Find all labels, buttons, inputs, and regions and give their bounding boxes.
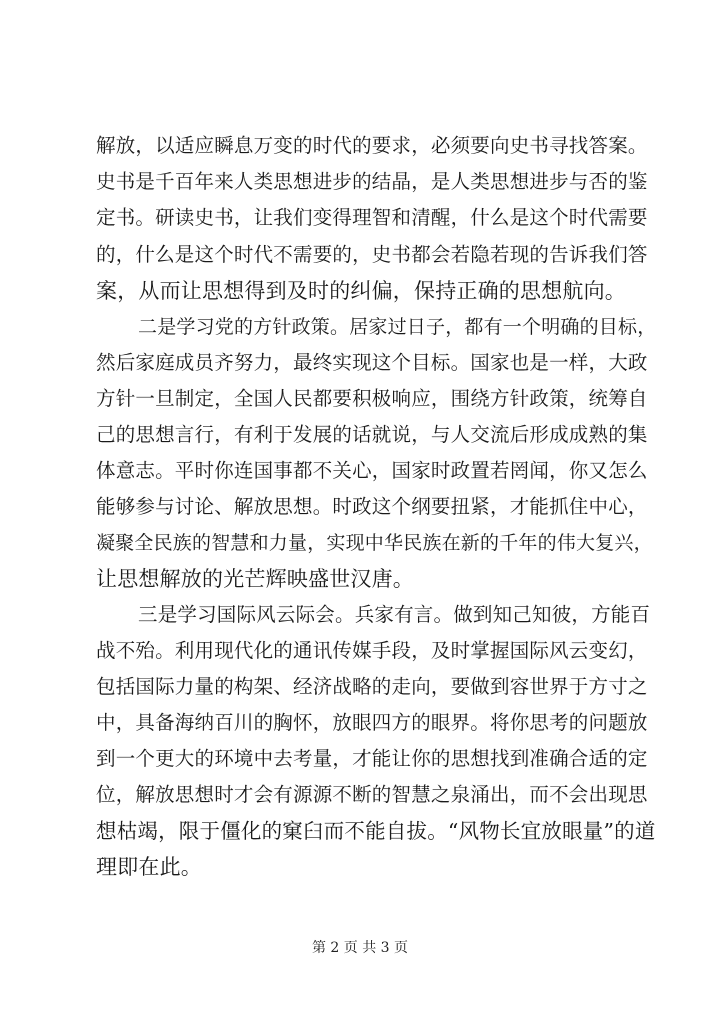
text-line: 到一个更大的环境中去考量，才能让你的思想找到准确合适的定 xyxy=(96,747,648,770)
text-line: 史书是千百年来人类思想进步的结晶，是人类思想进步与否的鉴 xyxy=(96,170,648,193)
text-line: 己的思想言行，有利于发展的话就说，与人交流后形成成熟的集 xyxy=(96,423,648,446)
text-line: 包括国际力量的构架、经济战略的走向，要做到容世界于方寸之 xyxy=(96,675,648,698)
text-line: 方针一旦制定，全国人民都要积极响应，围绕方针政策，统筹自 xyxy=(96,387,648,410)
text-line: 理即在此。 xyxy=(96,855,202,879)
text-line: 的，什么是这个时代不需要的，史书都会若隐若现的告诉我们答 xyxy=(96,243,648,266)
text-line: 战不殆。利用现代化的通讯传媒手段，及时掌握国际风云变幻， xyxy=(96,639,648,662)
text-line: 能够参与讨论、解放思想。时政这个纲要扭紧，才能抓住中心， xyxy=(96,495,648,518)
text-line: 位，解放思想时才会有源源不断的智慧之泉涌出，而不会出现思 xyxy=(96,783,648,806)
text-line: 让思想解放的光芒辉映盛世汉唐。 xyxy=(96,567,414,591)
text-line: 凝聚全民族的智慧和力量，实现中华民族在新的千年的伟大复兴， xyxy=(96,532,653,554)
text-line: 定书。研读史书，让我们变得理智和清醒，什么是这个时代需要 xyxy=(96,206,648,229)
text-line: 然后家庭成员齐努力，最终实现这个目标。国家也是一样，大政 xyxy=(96,351,648,374)
page-number-footer: 第 2 页 共 3 页 xyxy=(311,940,409,956)
text-line: 解放，以适应瞬息万变的时代的要求，必须要向史书寻找答案。 xyxy=(96,134,648,157)
text-line: 案，从而让思想得到及时的纠偏，保持正确的思想航向。 xyxy=(96,279,626,303)
paragraph-start-line: 三是学习国际风云际会。兵家有言。做到知己知彼，方能百 xyxy=(138,603,651,626)
paragraph-start-line: 二是学习党的方针政策。居家过日子，都有一个明确的目标， xyxy=(138,316,656,338)
text-line: 想枯竭，限于僵化的窠臼而不能自拔。“风物长宜放眼量”的道 xyxy=(96,819,656,843)
text-line: 中，具备海纳百川的胸怀，放眼四方的眼界。将你思考的问题放 xyxy=(96,711,648,734)
text-line: 体意志。平时你连国事都不关心，国家时政置若罔闻，你又怎么 xyxy=(96,459,648,482)
